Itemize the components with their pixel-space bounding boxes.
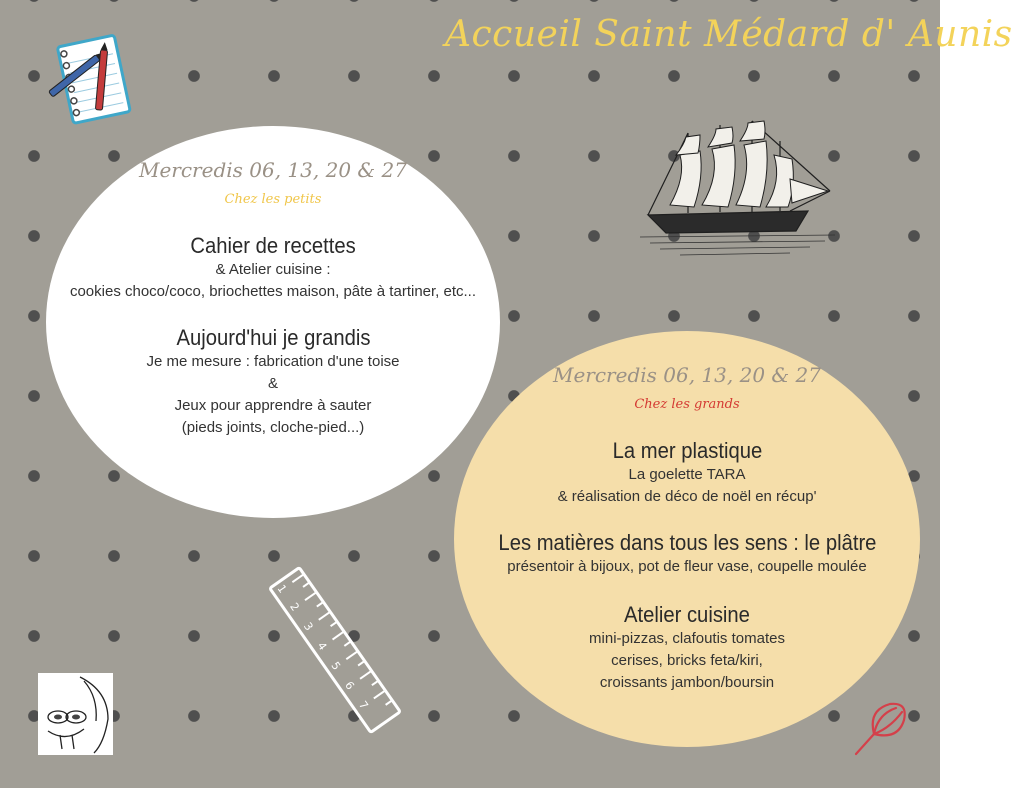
petits-group-label: Chez les petits	[224, 192, 322, 207]
ruler-tick-label: 2	[287, 600, 302, 614]
activity-line: & réalisation de déco de noël en récup'	[557, 488, 817, 505]
activity-block	[147, 325, 400, 439]
ruler-tick-label: 5	[328, 659, 344, 673]
ruler-icon	[250, 555, 420, 745]
activity-line: cerises, bricks feta/kiri,	[611, 652, 763, 669]
activity-line: présentoir à bijoux, pot de fleur vase, coupelle moulée	[507, 558, 867, 575]
activity-block	[558, 438, 817, 508]
activity-title: La mer plastique	[612, 438, 762, 463]
activity-block	[589, 602, 785, 694]
activity-title: Les matières dans tous les sens : le plâtre	[497, 530, 877, 555]
ruler-tick-label: 6	[342, 678, 357, 693]
ruler-tick-label: 7	[355, 698, 371, 712]
activity-line: Jeux pour apprendre à sauter	[174, 397, 372, 414]
activity-line: croissants jambon/boursin	[599, 674, 775, 691]
activity-line: cookies choco/coco, briochettes maison, pâte à tartiner, etc...	[69, 283, 477, 300]
grands-bubble	[454, 331, 920, 747]
whisk-icon	[850, 698, 912, 760]
ruler-tick-label: 4	[314, 639, 330, 653]
ruler-tick-label: 3	[300, 620, 316, 634]
petits-bubble	[46, 126, 500, 518]
activity-line: Je me mesure : fabrication d'une toise	[146, 353, 400, 370]
ruler-tick-label: 1	[274, 582, 290, 596]
activity-line: &	[267, 375, 278, 392]
activity-title: Cahier de recettes	[190, 233, 356, 258]
activity-title: Aujourd'hui je grandis	[175, 325, 371, 350]
sailing-ship-icon	[640, 115, 835, 260]
grands-dates: Mercredis 06, 13, 20 & 27	[552, 363, 822, 387]
page-title: Accueil Saint Médard d' Aunis	[445, 14, 1013, 55]
activity-line: (pieds joints, cloche-pied...)	[181, 419, 365, 436]
cartoon-logo-icon	[38, 673, 113, 755]
activity-block	[482, 530, 893, 578]
activity-title: Atelier cuisine	[623, 602, 750, 627]
activity-line: & Atelier cuisine :	[215, 261, 331, 278]
grands-group-label: Chez les grands	[634, 397, 740, 412]
activity-line: La goelette TARA	[628, 466, 746, 483]
activity-line: mini-pizzas, clafoutis tomates	[589, 630, 785, 647]
petits-dates: Mercredis 06, 13, 20 & 27	[138, 158, 408, 182]
notebook-pen-icon	[40, 30, 135, 125]
activity-block	[70, 233, 476, 303]
